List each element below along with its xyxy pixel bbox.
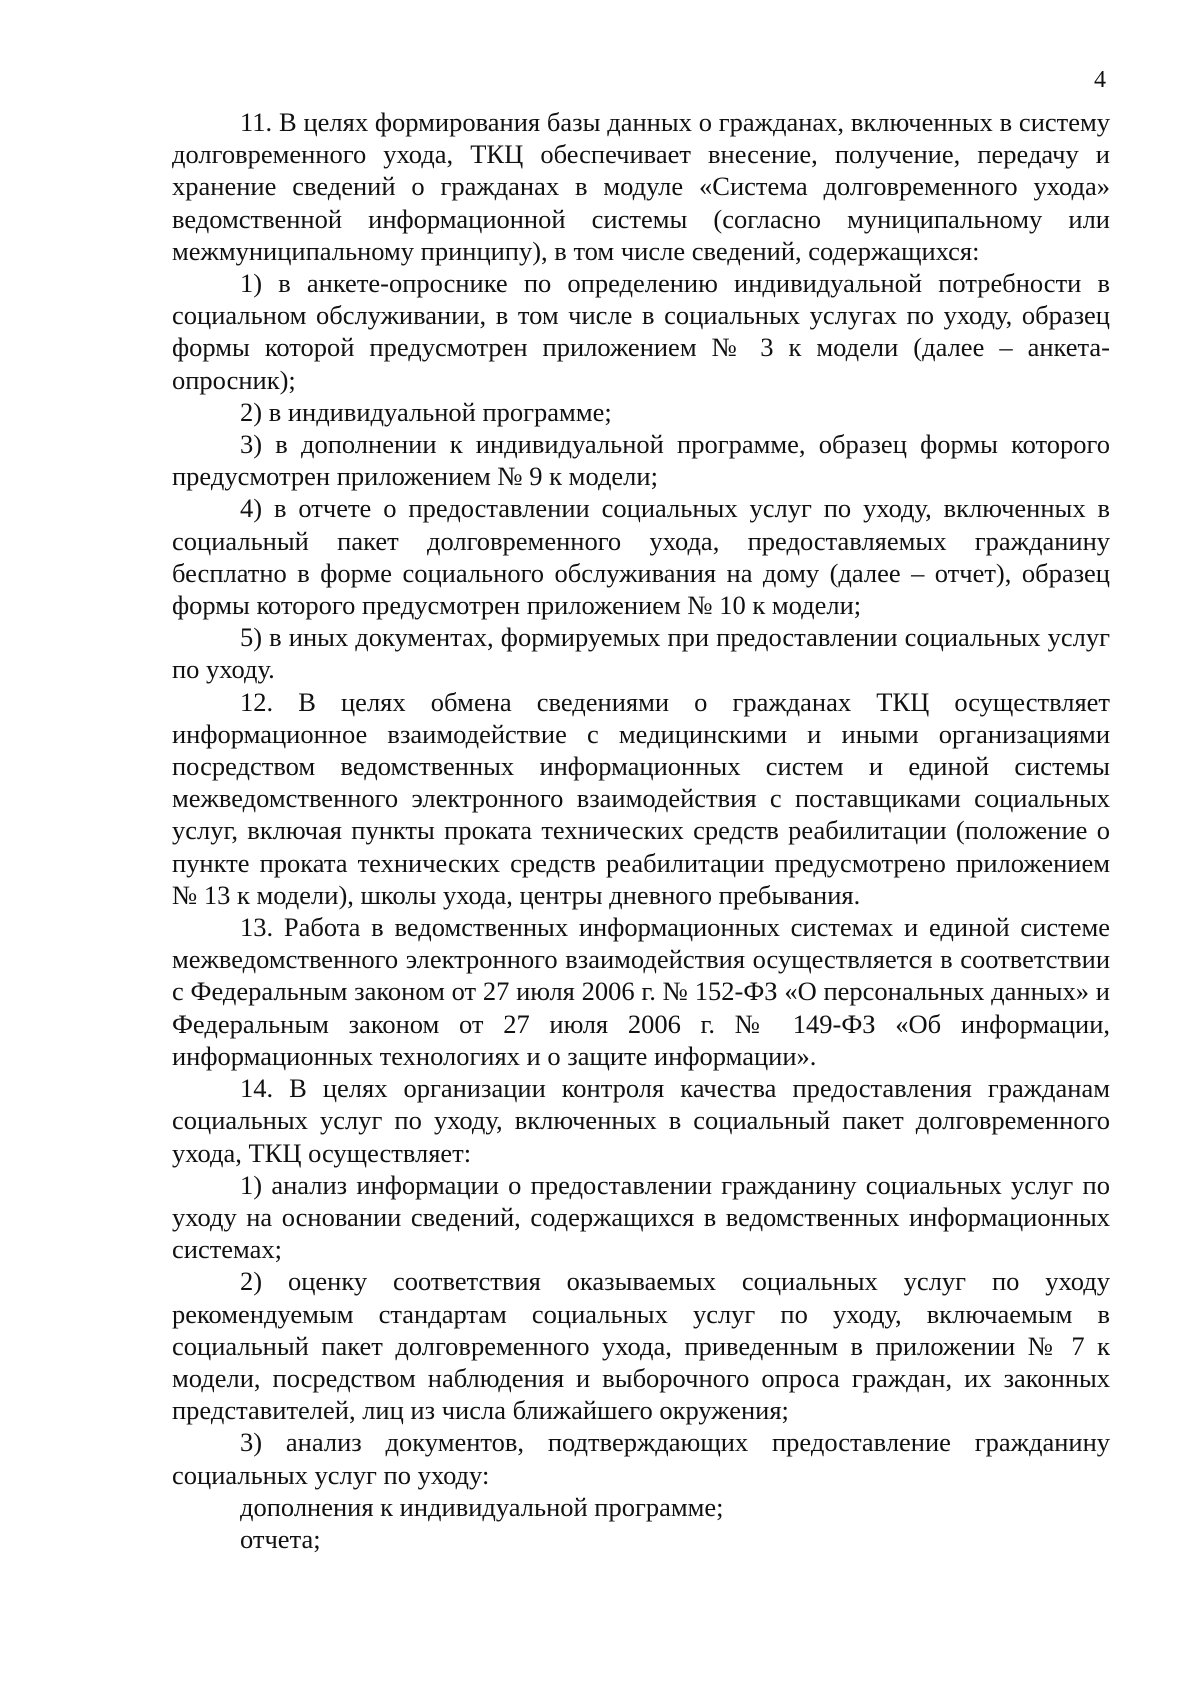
list-item-11-3: 3) в дополнении к индивидуальной программе, образец формы которого предусмотрен приложением № 9 к модели; [172, 429, 1110, 492]
sub-item-report: отчета; [240, 1523, 321, 1554]
list-item-11-2: 2) в индивидуальной программе; [240, 396, 612, 427]
document-body [172, 106, 1110, 1555]
list-item-11-4: 4) в отчете о предоставлении социальных услуг по уходу, включенных в социальный пакет долговременного ухода, предоставляемых гражданину бесплатно в форме социального обслуживания на дому (далее – отчет), образец формы которого предусмотрен приложением № 10 к модели; [172, 493, 1110, 621]
page-number: 4 [1094, 67, 1106, 93]
paragraph-14: 14. В целях организации контроля качества предоставления гражданам социальных услуг по уходу, включенных в социальный пакет долговременного ухода, ТКЦ осуществляет: [172, 1073, 1110, 1168]
list-item-14-2: 2) оценку соответствия оказываемых социальных услуг по уходу рекомендуемым стандартам социальных услуг по уходу, включаемым в социальный пакет долговременного ухода, приведенным в приложении № 7 к модели, посредством наблюдения и выборочного опроса граждан, их законных представителей, лиц из числа ближайшего окружения; [172, 1266, 1110, 1426]
list-item-11-1: 1) в анкете-опроснике по определению индивидуальной потребности в социальном обслуживании, в том числе в социальных услугах по уходу, образец формы которой предусмотрен приложением № 3 к модели (далее – анкета-опросник); [172, 268, 1110, 395]
list-item-11-5: 5) в иных документах, формируемых при предоставлении социальных услуг по уходу. [172, 622, 1110, 685]
paragraph-13: 13. Работа в ведомственных информационных системах и единой системе межведомственного электронного взаимодействия осуществляется в соответствии с Федеральным законом от 27 июля 2006 г. № 152-ФЗ «О персональных данных» и Федеральным законом от 27 июля 2006 г. № 149-ФЗ «Об информации, информационных технологиях и о защите информации». [172, 912, 1110, 1071]
paragraph-12: 12. В целях обмена сведениями о гражданах ТКЦ осуществляет информационное взаимодействие с медицинскими и иными организациями посредством ведомственных информационных систем и единой системы межведомственного электронного взаимодействия с поставщиками социальных услуг, включая пункты проката технических средств реабилитации (положение о пункте проката технических средств реабилитации предусмотрено приложением № 13 к модели), школы ухода, центры дневного пребывания. [172, 686, 1110, 910]
list-item-14-3: 3) анализ документов, подтверждающих предоставление гражданину социальных услуг по уходу: [172, 1427, 1110, 1490]
paragraph-11: 11. В целях формирования базы данных о гражданах, включенных в систему долговременного ухода, ТКЦ обеспечивает внесение, получение, передачу и хранение сведений о гражданах в модуле «Система долговременного ухода» ведомственной информационной системы (согласно муниципальному или межмуниципальному принципу), в том числе сведений, содержащихся: [172, 107, 1110, 266]
sub-item-addition: дополнения к индивидуальной программе; [240, 1491, 724, 1522]
list-item-14-1: 1) анализ информации о предоставлении гражданину социальных услуг по уходу на основании сведений, содержащихся в ведомственных информационных системах; [172, 1169, 1110, 1265]
